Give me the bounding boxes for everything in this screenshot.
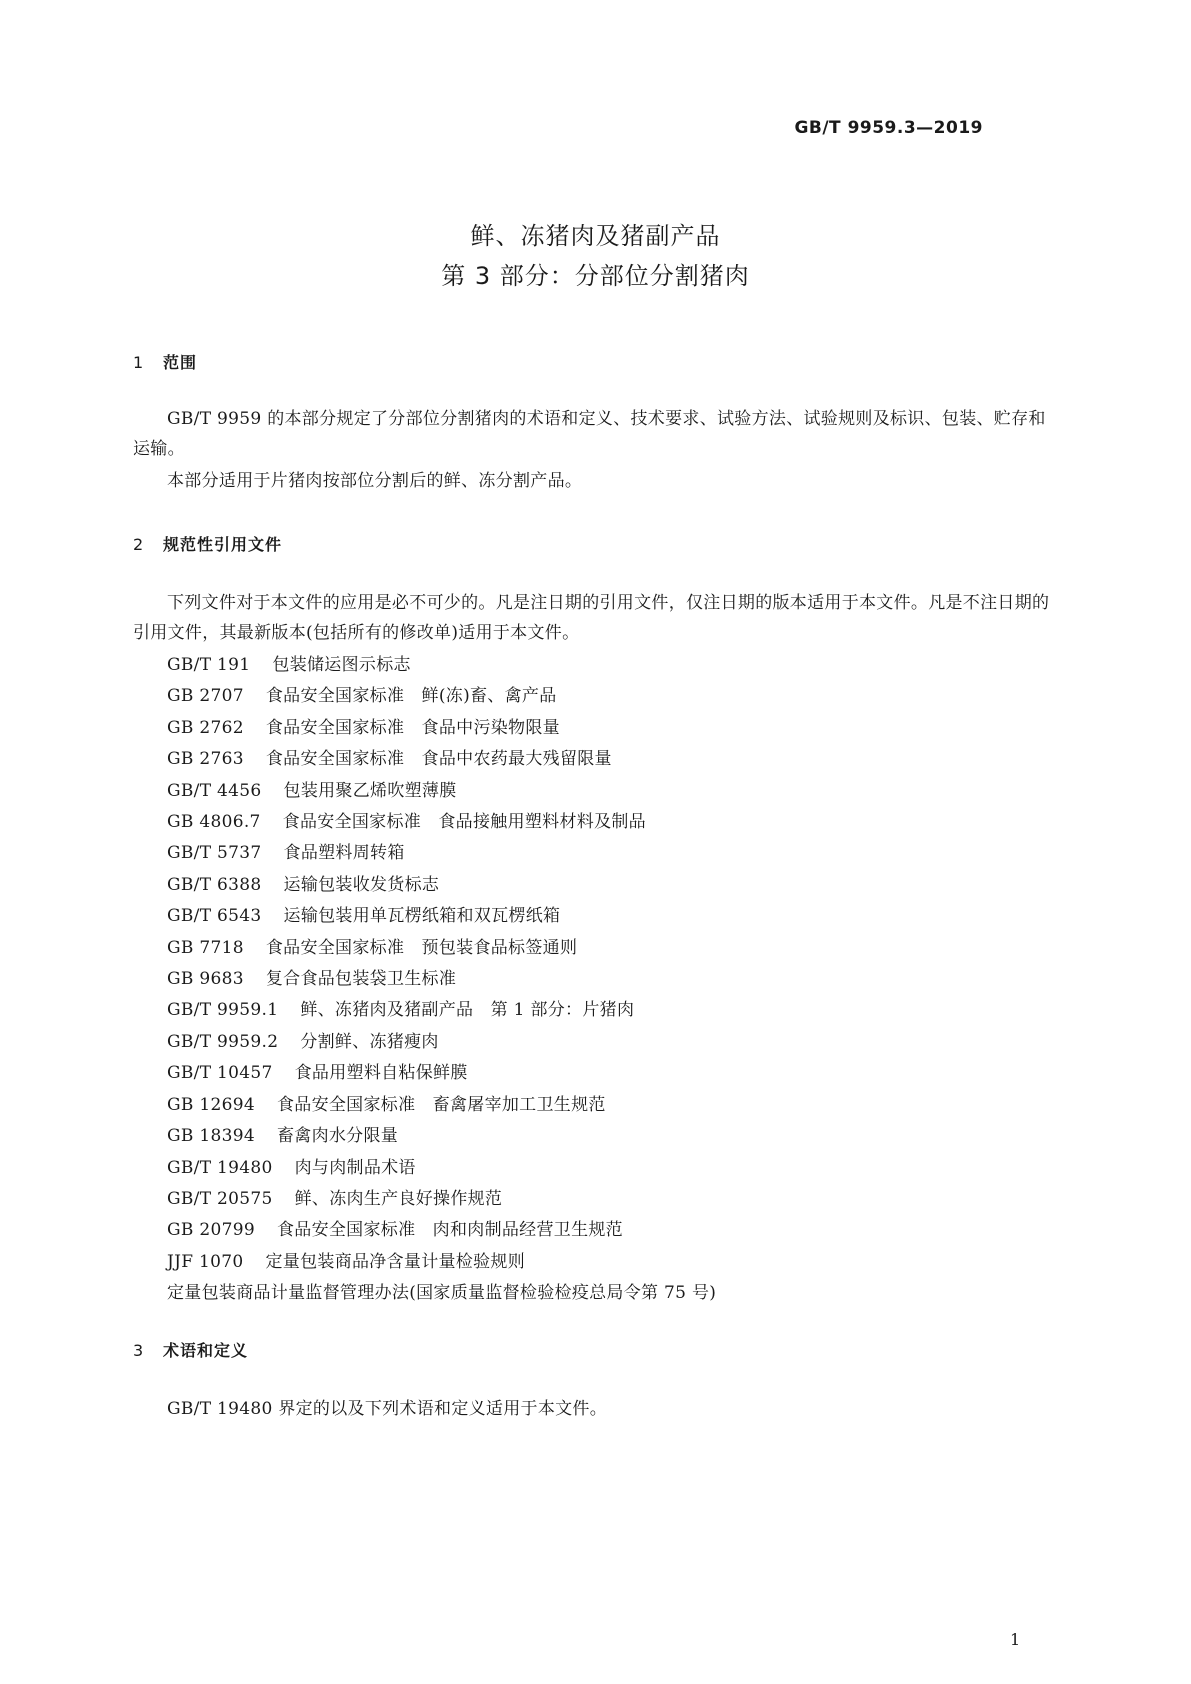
reference-code: JJF 1070 [167,1251,244,1272]
reference-code: GB/T 9959.1 [167,1000,279,1021]
reference-title: 食品安全国家标准 肉和肉制品经营卫生规范 [276,1220,623,1241]
reference-code: GB/T 6543 [167,906,262,927]
section2-heading [133,532,282,555]
section1-paragraph-2: 本部分适用于片猪肉按部位分割后的鲜、冻分割产品。 [167,471,583,491]
section3-title: 术语和定义 [163,1341,249,1360]
reference-code: GB/T 19480 [167,1157,273,1178]
section1-heading [133,350,197,373]
reference-title: 包装储运图示标志 [272,655,411,675]
reference-title: 食品塑料周转箱 [283,843,405,864]
reference-item [167,901,716,932]
reference-code: GB 18394 [167,1126,255,1147]
reference-code: GB 2763 [167,749,244,770]
reference-title: 分割鲜、冻猪瘦肉 [300,1031,439,1052]
section2-intro: 下列文件对于本文件的应用是必不可少的。凡是注日期的引用文件，仅注日期的版本适用于本文件。凡是不注日期的引用文件，其最新版本(包括所有的修改单)适用于本文件。 [133,593,1050,643]
reference-code: GB 12694 [167,1094,255,1115]
reference-title: 鲜、冻猪肉及猪副产品 第 1 部分：片猪肉 [300,1000,635,1021]
reference-title: 运输包装用单瓦楞纸箱和双瓦楞纸箱 [283,906,561,927]
reference-item [167,807,716,838]
reference-item [167,933,716,964]
reference-title: 食品安全国家标准 食品中污染物限量 [265,717,560,738]
reference-item [167,650,716,681]
section2-number: 2 [133,535,145,554]
reference-title: 食品安全国家标准 预包装食品标签通则 [265,937,578,958]
reference-item [167,870,716,901]
reference-item [167,1184,716,1215]
normative-references-list [167,650,716,1310]
reference-title: 复合食品包装袋卫生标准 [265,969,457,990]
reference-item [167,964,716,995]
standard-code: GB/T 9959.3—2019 [794,118,983,138]
reference-code: GB 9683 [167,969,244,990]
reference-item [167,1278,716,1309]
document-title-line1: 鲜、冻猪肉及猪副产品 [470,222,721,250]
section1-number: 1 [133,353,145,372]
reference-title: 包装用聚乙烯吹塑薄膜 [283,780,457,801]
reference-code: GB/T 6388 [167,874,262,895]
reference-item [167,995,716,1026]
reference-item [167,1058,716,1089]
section1-paragraph-1: GB/T 9959 的本部分规定了分部位分割猪肉的术语和定义、技术要求、试验方法、试验规则及标识、包装、贮存和运输。 [133,409,1046,459]
reference-title: 肉与肉制品术语 [294,1157,416,1178]
section3-number: 3 [133,1341,145,1360]
reference-item [167,1215,716,1246]
reference-title: 食品安全国家标准 畜禽屠宰加工卫生规范 [276,1094,606,1115]
reference-code: GB 7718 [167,937,244,958]
reference-item [167,681,716,712]
reference-code: GB/T 4456 [167,780,262,801]
reference-code: GB/T 191 [167,655,251,675]
reference-title: 食品安全国家标准 食品中农药最大残留限量 [265,749,612,770]
reference-title: 食品安全国家标准 鲜(冻)畜、禽产品 [265,686,557,707]
reference-title: 定量包装商品净含量计量检验规则 [265,1251,525,1272]
reference-item [167,1121,716,1152]
reference-item [167,1090,716,1121]
reference-code: GB/T 10457 [167,1063,273,1084]
reference-item [167,713,716,744]
reference-item [167,776,716,807]
reference-code: GB/T 20575 [167,1188,273,1209]
reference-title: 畜禽肉水分限量 [276,1126,399,1147]
reference-code: GB 2762 [167,717,244,738]
section2-title: 规范性引用文件 [163,535,283,554]
reference-title: 食品用塑料自粘保鲜膜 [294,1063,468,1084]
reference-code: GB 2707 [167,686,244,707]
reference-item [167,1027,716,1058]
reference-code: GB 20799 [167,1220,255,1241]
reference-code: GB 4806.7 [167,812,261,833]
document-title-line2: 第 3 部分：分部位分割猪肉 [441,262,750,290]
reference-title: 食品安全国家标准 食品接触用塑料材料及制品 [282,812,646,833]
reference-item [167,744,716,775]
section1-title: 范围 [163,353,198,372]
section3-heading [133,1338,248,1361]
reference-code: GB/T 5737 [167,843,262,864]
reference-title: 定量包装商品计量监督管理办法(国家质量监督检验检疫总局令第 75 号) [167,1283,717,1304]
reference-item [167,838,716,869]
section3-paragraph: GB/T 19480 界定的以及下列术语和定义适用于本文件。 [167,1399,608,1419]
reference-item [167,1247,716,1278]
reference-code: GB/T 9959.2 [167,1031,279,1052]
reference-title: 鲜、冻肉生产良好操作规范 [294,1188,503,1209]
page-number: 1 [1010,1630,1021,1649]
reference-title: 运输包装收发货标志 [283,874,440,895]
reference-item [167,1153,716,1184]
